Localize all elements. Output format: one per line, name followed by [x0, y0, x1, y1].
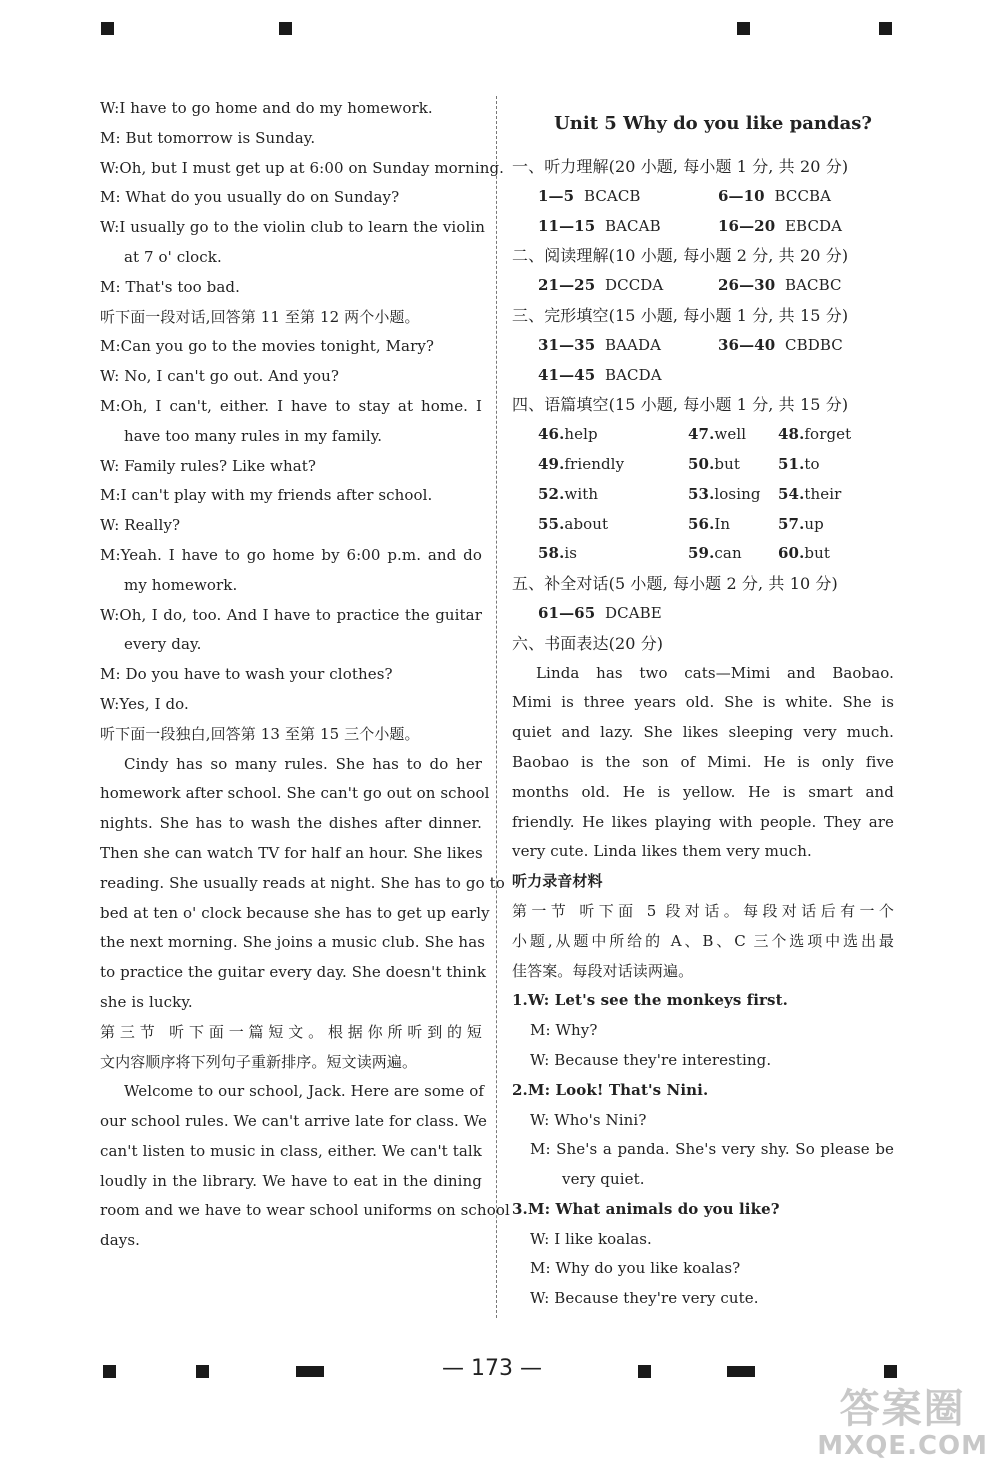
- cloze-row: [512, 539, 894, 569]
- cloze-answer: [538, 510, 688, 540]
- answer-letters: BCCBA: [774, 186, 832, 205]
- text-line: Then she can watch TV for half an hour. She likes: [100, 843, 483, 862]
- cloze-answer: [778, 450, 878, 480]
- text-line: W: Family rules? Like what?: [100, 456, 317, 475]
- answer-range: 31—35: [538, 335, 596, 354]
- text-line: M:Oh, I can't, either. I have to stay at home. I: [100, 396, 482, 415]
- cloze-answer: [688, 510, 778, 540]
- text-line: days.: [100, 1231, 140, 1250]
- essay-line: quiet and lazy. She likes sleeping very much.: [512, 723, 894, 742]
- text-line: have too many rules in my family.: [124, 426, 383, 445]
- cloze-answer: [538, 480, 688, 510]
- right-column: [512, 96, 894, 1314]
- text-line: bed at ten o' clock because she has to get up early: [100, 903, 490, 922]
- essay-line: Baobao is the son of Mimi. He is only five: [512, 752, 894, 771]
- cloze-word: up: [804, 514, 824, 533]
- intro-line: 佳答案。每段对话读两遍。: [512, 961, 694, 980]
- text-line: she is lucky.: [100, 992, 193, 1011]
- answer-letters: BACAB: [605, 216, 661, 235]
- text-line: Welcome to our school, Jack. Here are some of: [124, 1082, 484, 1101]
- registration-mark: [279, 22, 292, 35]
- cloze-word: friendly: [564, 454, 625, 473]
- answer-letters: BACDA: [605, 365, 662, 384]
- essay-line: Linda has two cats—Mimi and Baobao.: [536, 663, 894, 682]
- cloze-number: 58.: [538, 544, 565, 563]
- cloze-row: [512, 450, 894, 480]
- column-divider: [496, 96, 497, 1318]
- text-line: nights. She has to wash the dishes after dinner.: [100, 814, 482, 833]
- text-line: M: That's too bad.: [100, 277, 240, 296]
- cloze-word: to: [804, 454, 820, 473]
- cloze-word: losing: [714, 484, 761, 503]
- cloze-answer: [538, 420, 688, 450]
- text-line: M: But tomorrow is Sunday.: [100, 128, 316, 147]
- answer-row: [512, 361, 894, 391]
- dialogue-line: W: Because they're very cute.: [530, 1289, 759, 1308]
- cloze-number: 56.: [688, 514, 715, 533]
- answer-range: 21—25: [538, 276, 596, 295]
- answer-range: 41—45: [538, 365, 596, 384]
- text-line: M: What do you usually do on Sunday?: [100, 188, 400, 207]
- cloze-word: but: [804, 544, 830, 563]
- text-line: 听下面一段独白,回答第 13 至第 15 三个小题。: [100, 724, 420, 743]
- registration-mark: [101, 22, 114, 35]
- cloze-number: 46.: [538, 425, 565, 444]
- text-line: W:I have to go home and do my homework.: [100, 99, 433, 117]
- cloze-row: [512, 420, 894, 450]
- text-line: Cindy has so many rules. She has to do her: [124, 754, 482, 773]
- text-line: W:Oh, I do, too. And I have to practice the guitar: [100, 605, 482, 624]
- section-heading: 一、听力理解(20 小题, 每小题 1 分, 共 20 分): [512, 157, 849, 176]
- text-line: W:I usually go to the violin club to learn the violin: [100, 218, 486, 237]
- text-line: W: No, I can't go out. And you?: [100, 367, 340, 386]
- cloze-answer: [778, 510, 878, 540]
- dialogue-line: W: Because they're interesting.: [530, 1050, 772, 1069]
- cloze-word: In: [714, 514, 731, 533]
- text-line: room and we have to wear school uniforms on school: [100, 1201, 510, 1220]
- answer-letters: BCACB: [583, 186, 641, 205]
- registration-mark: [737, 22, 750, 35]
- answer-range: 6—10: [718, 186, 765, 205]
- text-line: to practice the guitar every day. She doesn't think: [100, 963, 487, 982]
- listening-intro: [512, 897, 894, 986]
- cloze-number: 55.: [538, 514, 565, 533]
- cloze-number: 48.: [778, 425, 805, 444]
- section-heading: 三、完形填空(15 小题, 每小题 1 分, 共 15 分): [512, 305, 849, 325]
- registration-mark: [727, 1366, 755, 1377]
- dialogues: [512, 986, 894, 1314]
- registration-mark: [879, 22, 892, 35]
- cloze-number: 52.: [538, 484, 565, 503]
- cloze-number: 53.: [688, 484, 715, 503]
- intro-line: 小题,从题中所给的 A、B、C 三个选项中选出最: [512, 931, 894, 950]
- answer-range: 16—20: [718, 216, 776, 235]
- cloze-number: 49.: [538, 454, 565, 473]
- dialogue-line: W: I like koalas.: [530, 1229, 652, 1248]
- cloze-number: 60.: [778, 544, 805, 563]
- watermark-logo: 答案圈: [839, 1386, 966, 1432]
- text-line: homework after school. She can't go out on school: [100, 784, 490, 803]
- answer-range: 26—30: [718, 276, 776, 295]
- essay-paragraph: [512, 659, 894, 868]
- cloze-number: 59.: [688, 544, 715, 563]
- text-line: W:Oh, but I must get up at 6:00 on Sunday morning.: [100, 158, 505, 177]
- answer-row: [512, 271, 894, 301]
- text-line: M:I can't play with my friends after school.: [100, 486, 433, 505]
- answer-range: 1—5: [538, 186, 575, 205]
- text-line: 听下面一段对话,回答第 11 至第 12 两个小题。: [100, 307, 420, 326]
- cloze-word: well: [714, 425, 747, 444]
- answer-letters: CBDBC: [785, 335, 843, 354]
- section-heading: 六、书面表达(20 分): [512, 633, 664, 653]
- answer-row: [512, 331, 894, 361]
- answer-letters: BAADA: [605, 335, 662, 354]
- dialogue-line: M: She's a panda. She's very shy. So please be: [530, 1140, 894, 1159]
- cloze-answer: [778, 539, 878, 569]
- cloze-answer: [778, 480, 878, 510]
- left-column: [100, 94, 510, 1256]
- section-heading: 四、语篇填空(15 小题, 每小题 1 分, 共 15 分): [512, 395, 849, 415]
- cloze-number: 50.: [688, 454, 715, 473]
- answer-range: 11—15: [538, 216, 596, 235]
- registration-mark: [103, 1365, 116, 1378]
- text-line: W:Yes, I do.: [100, 694, 189, 713]
- text-line: M: Do you have to wash your clothes?: [100, 665, 393, 684]
- answer-letters: DCABE: [605, 603, 662, 622]
- dialogue-line: 1.W: Let's see the monkeys first.: [512, 991, 788, 1010]
- dialogue-line: 2.M: Look! That's Nini.: [512, 1080, 709, 1099]
- cloze-number: 51.: [778, 454, 805, 473]
- essay-line: very cute. Linda likes them very much.: [512, 842, 812, 861]
- text-line: W: Really?: [100, 516, 181, 535]
- text-line: M:Can you go to the movies tonight, Mary?: [100, 337, 435, 356]
- essay-line: months old. He is yellow. He is smart and: [512, 782, 894, 801]
- text-line: 第三节 听下面一篇短文。根据你所听到的短: [100, 1022, 482, 1041]
- cloze-word: with: [564, 484, 599, 503]
- registration-mark: [296, 1366, 324, 1377]
- answer-row: [512, 182, 894, 212]
- text-line: at 7 o' clock.: [124, 247, 222, 266]
- cloze-word: can: [714, 544, 742, 563]
- answer-range: 61—65: [538, 603, 596, 622]
- cloze-row: [512, 510, 894, 540]
- text-line: loudly in the library. We have to eat in the dining: [100, 1171, 482, 1190]
- cloze-word: about: [564, 514, 609, 533]
- cloze-number: 57.: [778, 514, 805, 533]
- text-line: every day.: [124, 635, 202, 654]
- cloze-answer: [538, 539, 688, 569]
- text-line: 文内容顺序将下列句子重新排序。短文读两遍。: [100, 1052, 418, 1071]
- cloze-answer: [538, 450, 688, 480]
- cloze-word: is: [564, 544, 578, 563]
- cloze-answer: [688, 480, 778, 510]
- dialogue-line: M: Why do you like koalas?: [530, 1259, 741, 1278]
- cloze-answer: [688, 450, 778, 480]
- cloze-answer: [778, 420, 878, 450]
- cloze-word: forget: [804, 425, 852, 444]
- cloze-number: 47.: [688, 425, 715, 444]
- text-line: can't listen to music in class, either. We can't talk: [100, 1141, 482, 1160]
- text-line: my homework.: [124, 575, 238, 594]
- answer-letters: DCCDA: [605, 276, 664, 295]
- text-line: our school rules. We can't arrive late for class. We: [100, 1112, 487, 1131]
- cloze-answers: [512, 420, 894, 569]
- cloze-word: their: [804, 484, 842, 503]
- dialogue-line: W: Who's Nini?: [530, 1110, 647, 1129]
- text-line: M:Yeah. I have to go home by 6:00 p.m. and do: [100, 545, 482, 564]
- cloze-word: help: [564, 425, 598, 444]
- dialogue-line: 3.M: What animals do you like?: [512, 1199, 780, 1218]
- listening-title: 听力录音材料: [512, 872, 603, 891]
- cloze-answer: [688, 420, 778, 450]
- registration-mark: [884, 1365, 897, 1378]
- unit-title: Unit 5 Why do you like pandas?: [554, 113, 872, 134]
- answer-letters: EBCDA: [785, 216, 843, 235]
- answer-row: [512, 599, 894, 629]
- cloze-row: [512, 480, 894, 510]
- answer-range: 36—40: [718, 335, 776, 354]
- dialogue-line: very quiet.: [562, 1170, 645, 1189]
- text-line: reading. She usually reads at night. She has to go to: [100, 873, 505, 892]
- watermark: [817, 1387, 988, 1461]
- page-number: — 173 —: [442, 1356, 542, 1381]
- essay-line: Mimi is three years old. She is white. She is: [512, 693, 894, 712]
- text-line: the next morning. She joins a music club. She has: [100, 933, 486, 952]
- registration-mark: [638, 1365, 651, 1378]
- cloze-word: but: [714, 454, 740, 473]
- cloze-answer: [688, 539, 778, 569]
- section-heading: 五、补全对话(5 小题, 每小题 2 分, 共 10 分): [512, 574, 838, 594]
- essay-line: friendly. He likes playing with people. They are: [512, 812, 894, 831]
- registration-mark: [196, 1365, 209, 1378]
- answer-letters: BACBC: [785, 276, 842, 295]
- cloze-number: 54.: [778, 484, 805, 503]
- section-heading: 二、阅读理解(10 小题, 每小题 2 分, 共 20 分): [512, 246, 849, 266]
- dialogue-line: M: Why?: [530, 1021, 598, 1040]
- intro-line: 第一节 听下面 5 段对话。每段对话后有一个: [512, 901, 894, 920]
- answer-row: [512, 212, 894, 242]
- watermark-site: MXQE.COM: [817, 1431, 988, 1461]
